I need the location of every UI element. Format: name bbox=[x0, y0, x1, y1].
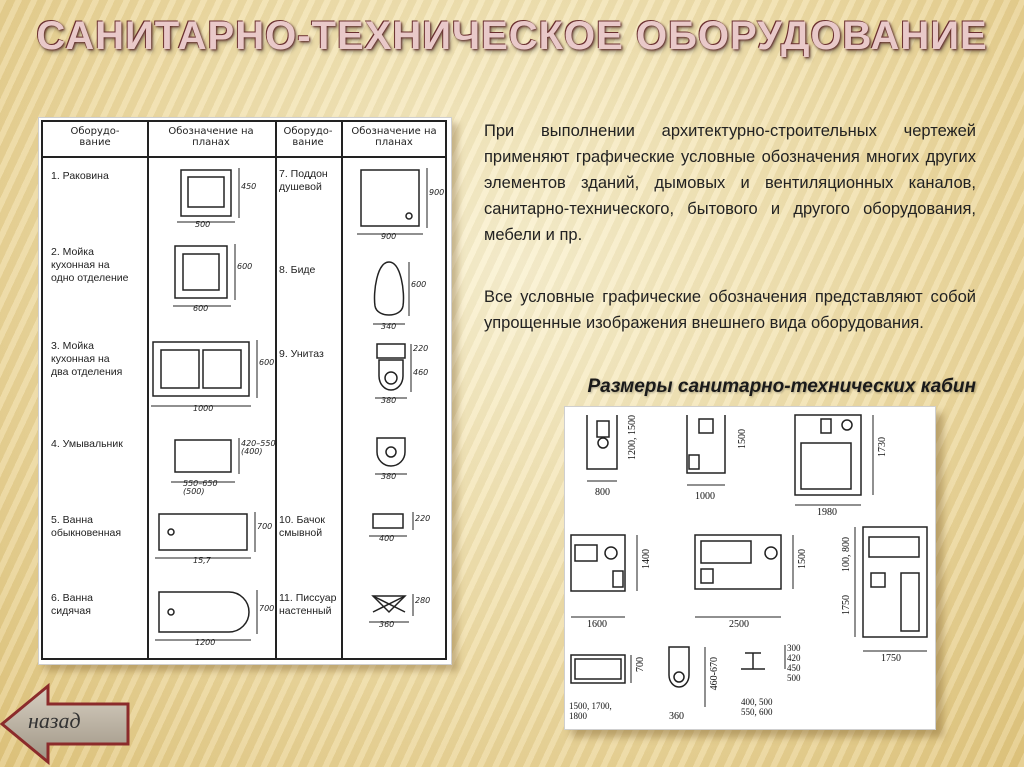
slide-title: САНИТАРНО-ТЕХНИЧЕСКОЕ ОБОРУДОВАНИЕ bbox=[36, 14, 988, 58]
dim-toilet-tank: 220 bbox=[413, 344, 429, 353]
cabin5-height-dim: 1500 bbox=[797, 549, 808, 569]
cabins-diagram-image bbox=[564, 406, 936, 730]
dim-kitchen-sink-depth: 600 bbox=[237, 262, 253, 271]
dim-toilet-width: 380 bbox=[381, 396, 397, 405]
cabin2-width-dim: 1000 bbox=[695, 491, 715, 502]
dim-washbasin-depth: 420–550 (400) bbox=[241, 439, 276, 456]
dim-washbasin-width: 550–650 (500) bbox=[183, 479, 218, 496]
row-label-toilet: 9. Унитаз bbox=[279, 348, 324, 360]
cabin5-width-dim: 2500 bbox=[729, 619, 749, 630]
cabin4-width-dim: 1600 bbox=[587, 619, 607, 630]
row-label-bathtub: 5. Ванна обыкновенная bbox=[51, 514, 122, 539]
row-label-shower-tray: 7. Поддон душевой bbox=[279, 168, 328, 193]
header-symbol-2: Обозначение на планах bbox=[351, 126, 437, 148]
cabin6-width-dim: 1750 bbox=[881, 653, 901, 664]
row-label-sink: 1. Раковина bbox=[51, 170, 109, 182]
equipment-table-image bbox=[38, 117, 452, 665]
sink-height-dims: 300 420 450 500 bbox=[787, 643, 801, 683]
equipment-symbol-sketches bbox=[43, 122, 449, 662]
header-equipment-2: Оборудо- вание bbox=[283, 126, 333, 148]
cabin1-width-dim: 800 bbox=[595, 487, 610, 498]
bath-width-dim: 700 bbox=[635, 657, 646, 672]
dim-double-sink-depth: 600 bbox=[259, 358, 275, 367]
cabin6-height-dim: 1750 bbox=[841, 595, 852, 615]
dim-cistern-width: 400 bbox=[379, 534, 395, 543]
dim-sitz-bath-depth: 700 bbox=[259, 604, 275, 613]
dim-sitz-bath-width: 1200 bbox=[195, 638, 216, 647]
back-button-label: назад bbox=[28, 708, 81, 733]
cabin4-height-dim: 1400 bbox=[641, 549, 652, 569]
dim-bidet-width: 340 bbox=[381, 322, 397, 331]
dim-bidet-depth: 600 bbox=[411, 280, 427, 289]
row-label-sitz-bath: 6. Ванна сидячая bbox=[51, 592, 93, 617]
header-symbol-1: Обозначение на планах bbox=[168, 126, 254, 148]
dim-urinal-width: 360 bbox=[379, 620, 395, 629]
toilet-width-dim: 360 bbox=[669, 711, 684, 722]
dim-bathtub-width: 15,7 bbox=[193, 556, 211, 565]
equipment-table bbox=[41, 120, 447, 660]
row-label-bidet: 8. Биде bbox=[279, 264, 316, 276]
row-label-cistern: 10. Бачок смывной bbox=[279, 514, 325, 539]
cabin2-height-dim: 1500 bbox=[737, 429, 748, 449]
dim-sink-width: 500 bbox=[195, 220, 211, 229]
row-label-washbasin: 4. Умывальник bbox=[51, 438, 123, 450]
dim-kitchen-sink-width: 600 bbox=[193, 304, 209, 313]
cabins-heading: Размеры санитарно-технических кабин bbox=[587, 376, 976, 397]
row-label-urinal: 11. Писсуар настенный bbox=[279, 592, 337, 617]
dim-toilet-depth: 460 bbox=[413, 368, 429, 377]
row-label-kitchen-sink-single: 2. Мойка кухонная на одно отделение bbox=[51, 246, 129, 284]
dim-sink-depth: 450 bbox=[241, 182, 257, 191]
dim-urinal-depth: 280 bbox=[415, 596, 431, 605]
dim-shower-depth: 900 bbox=[429, 188, 445, 197]
sink-width-dims: 400, 500 550, 600 bbox=[741, 697, 773, 717]
dim-shower-width: 900 bbox=[381, 232, 397, 241]
dim-cistern-depth: 220 bbox=[415, 514, 431, 523]
cabin3-width-dim: 1980 bbox=[817, 507, 837, 518]
cabin6-top-dim: 100, 800 bbox=[841, 537, 852, 572]
toilet-height-dim: 460-670 bbox=[709, 657, 720, 691]
paragraph-summary: Все условные графические обозначения представляют собой упрощенные изображения внешнего вида оборудования. bbox=[484, 288, 976, 332]
cabin1-height-dim: 1200, 1500 bbox=[627, 415, 638, 460]
dim-bathtub-depth: 700 bbox=[257, 522, 273, 531]
row-label-kitchen-sink-double: 3. Мойка кухонная на два отделения bbox=[51, 340, 123, 378]
paragraph-intro: При выполнении архитектурно-строительных чертежей применяют графические условные обозначения многих других элементов зданий, дымовых и вентиляционных каналов, санитарно-технического, бытового и другого оборудования, мебели и пр. bbox=[484, 122, 976, 244]
dim-toilet2-width: 380 bbox=[381, 472, 397, 481]
back-button[interactable] bbox=[0, 682, 132, 766]
header-equipment-1: Оборудо- вание bbox=[70, 126, 120, 148]
cabin3-height-dim: 1730 bbox=[877, 437, 888, 457]
dim-double-sink-width: 1000 bbox=[193, 404, 214, 413]
bath-length-dim: 1500, 1700, 1800 bbox=[569, 701, 612, 721]
